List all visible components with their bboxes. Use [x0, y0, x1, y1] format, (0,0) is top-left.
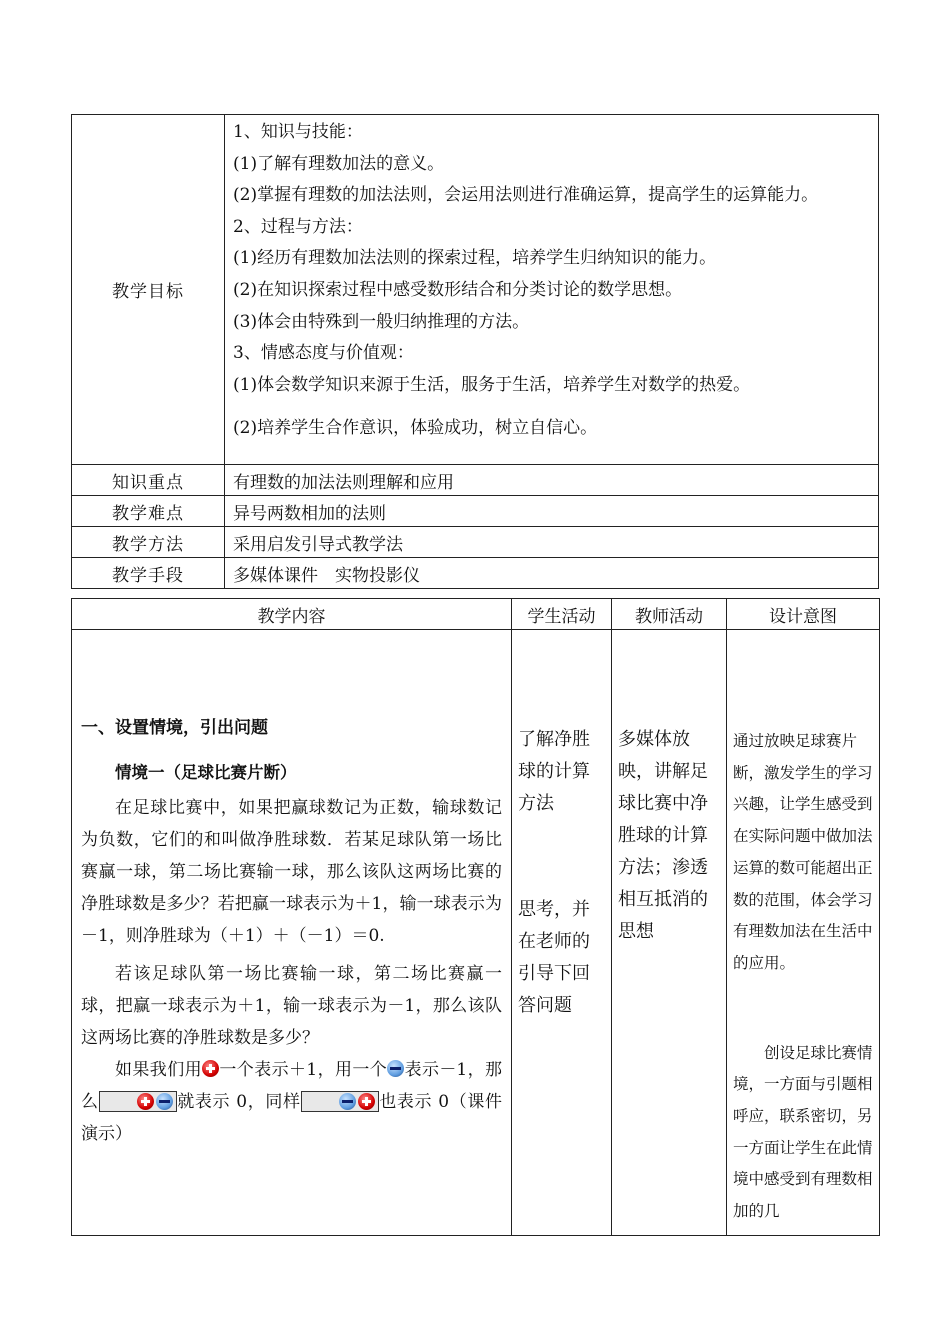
red-ball-plus-icon [202, 1060, 219, 1077]
para3-part-a: 如果我们用 [115, 1060, 202, 1080]
student-activity-2: 思考，并在老师的引导下回答问题 [518, 899, 590, 1016]
means-value: 多媒体课件 实物投影仪 [225, 558, 879, 589]
para3-part-d: 就表示 0，同样 [176, 1092, 301, 1112]
difficulty-row [72, 496, 879, 527]
red-blue-ball-pair-icon [99, 1091, 177, 1112]
goals-row [72, 115, 879, 465]
red-ball-plus-icon [358, 1093, 375, 1110]
header-teacher: 教师活动 [612, 599, 727, 630]
student-activity-1: 了解净胜球的计算方法 [518, 729, 590, 814]
difficulty-label: 教学难点 [72, 496, 225, 527]
lesson-process-table [71, 598, 880, 1236]
method-label: 教学方法 [72, 527, 225, 558]
lesson-info-table [71, 114, 879, 589]
goal-line: 1、知识与技能： [233, 122, 363, 142]
goal-line: (1)经历有理数加法法则的探索过程，培养学生归纳知识的能力。 [233, 248, 717, 269]
means-row [72, 558, 879, 589]
method-row [72, 527, 879, 558]
scenario-title: 情境一（足球比赛片断） [115, 763, 297, 782]
means-label: 教学手段 [72, 558, 225, 589]
para3-part-c: 表示－1，那么 [81, 1060, 502, 1112]
design-intent-2: 创设足球比赛情境，一方面与引题相呼应，联系密切，另一方面让学生在此情境中感受到有理数相加的几 [733, 1043, 873, 1221]
process-header-row [72, 599, 880, 630]
para3-part-b: 一个表示＋1，用一个 [219, 1060, 388, 1080]
process-body-row [72, 630, 880, 1236]
teacher-activity-cell [612, 630, 727, 1236]
blue-ball-minus-icon [339, 1093, 356, 1110]
blue-ball-minus-icon [387, 1060, 404, 1077]
design-intent-1: 通过放映足球赛片断，激发学生的学习兴趣，让学生感受到在实际问题中做加法运算的数可能超出正数的范围，体会学习有理数加法在生活中的应用。 [733, 732, 873, 972]
key-point-row [72, 465, 879, 496]
goal-line: (2)培养学生合作意识，体验成功，树立自信心。 [233, 418, 598, 439]
goal-line: 3、情感态度与价值观： [233, 343, 414, 364]
section-title: 一、设置情境，引出问题 [81, 718, 268, 738]
header-design: 设计意图 [727, 599, 880, 630]
goal-line: (2)掌握有理数的加法法则，会运用法则进行准确运算，提高学生的运算能力。 [233, 185, 819, 206]
teaching-content-cell [72, 630, 512, 1236]
scenario-paragraph-3 [81, 1054, 502, 1150]
teacher-activity-1: 多媒体放映，讲解足球比赛中净胜球的计算方法；渗透相互抵消的思想 [618, 729, 708, 942]
red-ball-plus-icon [137, 1093, 154, 1110]
design-intent-cell [727, 630, 880, 1236]
key-point-label: 知识重点 [72, 465, 225, 496]
header-student: 学生活动 [512, 599, 612, 630]
key-point-value: 有理数的加法法则理解和应用 [225, 465, 879, 496]
goals-label: 教学目标 [72, 115, 225, 465]
blue-red-ball-pair-icon [301, 1091, 379, 1112]
difficulty-value: 异号两数相加的法则 [225, 496, 879, 527]
goal-line: (2)在知识探索过程中感受数形结合和分类讨论的数学思想。 [233, 279, 683, 300]
goal-line: (3)体会由特殊到一般归纳推理的方法。 [233, 311, 530, 332]
goal-line: (1)了解有理数加法的意义。 [233, 153, 445, 174]
scenario-paragraph-1: 在足球比赛中，如果把赢球数记为正数，输球数记为负数，它们的和叫做净胜球数．若某足球队第一场比赛赢一球，第二场比赛输一球，那么该队这两场比赛的净胜球数是多少？若把赢一球表示为＋1，输一球表示为－1，则净胜球为（＋1）＋（－1）＝0. [81, 798, 502, 946]
header-content: 教学内容 [72, 599, 512, 630]
para3-part-e: 也表示 0（课件演示） [81, 1092, 502, 1144]
goals-content [225, 115, 879, 465]
method-value: 采用启发引导式教学法 [225, 527, 879, 558]
blue-ball-minus-icon [156, 1093, 173, 1110]
goal-line: 2、过程与方法： [233, 216, 363, 237]
student-activity-cell [512, 630, 612, 1236]
goal-line: (1)体会数学知识来源于生活，服务于生活，培养学生对数学的热爱。 [233, 374, 751, 395]
scenario-paragraph-2: 若该足球队第一场比赛输一球，第二场比赛赢一球，把赢一球表示为＋1，输一球表示为－1，那么该队这两场比赛的净胜球数是多少？ [81, 964, 502, 1048]
